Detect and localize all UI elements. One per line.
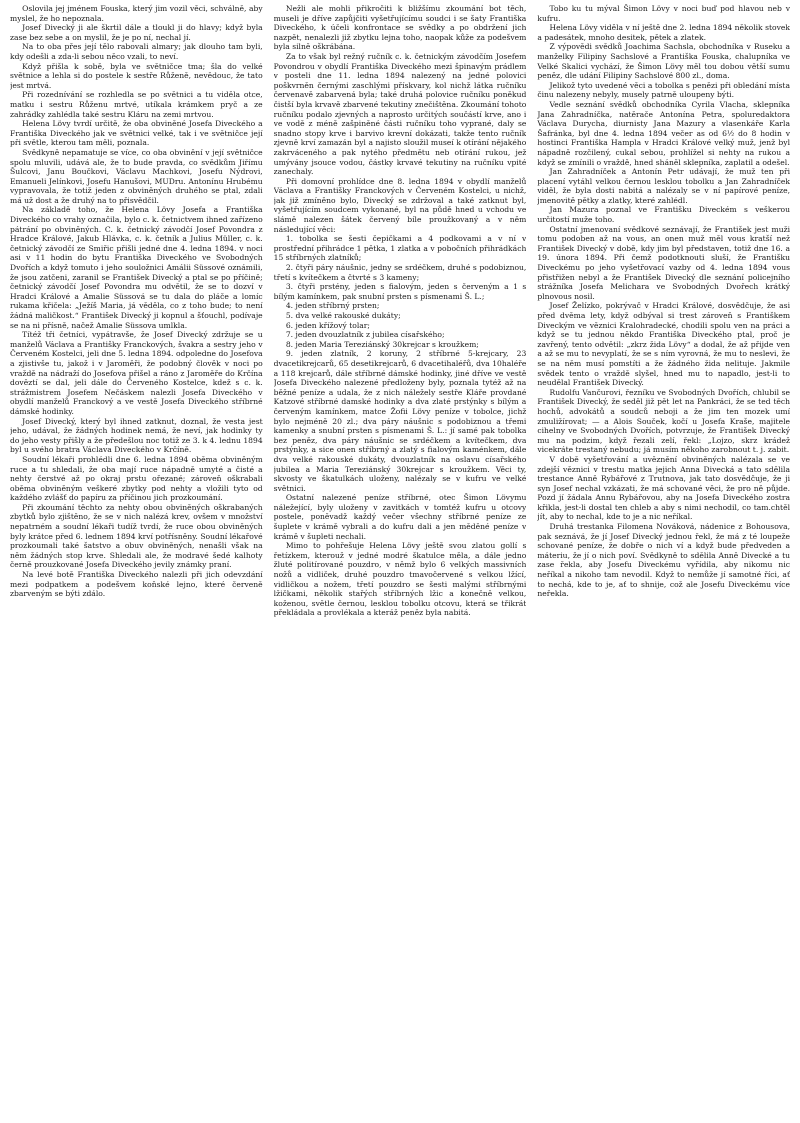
list-item: 6. jeden křížový tolar; bbox=[285, 320, 370, 330]
column-middle bbox=[274, 4, 527, 1120]
paragraph: Josef Želízko, pokrývač v Hradci Králové, dosvědčuje, že asi před dvěma lety, když odbýval si trest zároveň s Františkem Diveckým ve věznici Kralohradecké, chodili spolu ven na práci a když se tu jednou někdo Františka Diveckého ptal, proč je zavřený, tento odvětil: „zkrz žida Lövy“ a dodal, že až přijde ven a až se mu to nevyplatí, že se s ním vyrovná, že mu to neslevi, že se na něm musí pomstíti a že žádného žida nelituje. Jakmile svědek tento o vraždě slyšel, hned mu to napadlo, jest-li to neudělal František Divecký. bbox=[537, 301, 791, 388]
paragraph: Svědkyně nepamatuje se více, co oba obvinění v její světničce spolu mluvili, udává ale, že to bude pravda, co svědkům Jiřímu Šulcovi, Janu Boučkovi, Václavu Machkovi, Josefu Nýdrovi, Emanueli Jelínkovi, Josefu Hanušovi, MUDru. Antonínu Hrubému vypravovala, že totiž jeden z obviněných druhého se ptal, zdali má už dost a že druhý na to přisvědčil. bbox=[10, 147, 263, 205]
paragraph: Tobo ku tu mýval Šimon Lövy v noci buď pod hlavou neb v kufru. bbox=[537, 4, 791, 23]
list-item: 9. jeden zlatník, 2 koruny, 2 stříbrné 5-krejcary, 23 dvacetikrejcarů, 65 desetikrejcarů, 6 dvacetihaléřů, dva 10haléře a 118 krejcarů, dále stříbrné dámské hodinky, jiné dříve ve vestě Josefa Diveckého nalezené předloženy byly, poznala tytéž až na běžné peníze a udala, že z nich náležely sestře Kláře provdané Katzové stříbrné damské hodinky a dva zlaté prstýnky s bílým a červeným kamínkem, matce Žofii Lövy peníze v tobolce, jichž bylo nejméně 20 zl.; dva páry náušnic s podobiznou a třemi kamenky a snubní prsten s písmenami Š. L.: jí samé pak tobolka bez peněz, dva páry náušnic se srdéčkem a kvítečkem, dva prstýnky, a sice onen stříbrný a zlatý s fialovým kaménkem, dále dva velké rakouské dukáty, dvouzlatník na oslavu císařského jubilea a Maria Tereziánský 30krejcar s kroužkem. Věci ty, skvosty ve škatulkách uloženy, nalézaly se v kufru ve velké světnici. bbox=[273, 349, 527, 493]
list-item: 8. jeden Maria Tereziánský 30krejcar s kroužkem; bbox=[285, 339, 479, 349]
paragraph: Při domovní prohlídce dne 8. ledna 1894 v obydlí manželů Václava a Františky Franckových v Červeném Kostelci, u nichž, jak již zmíněno bylo, Divecký se zdržoval a také zatknut byl, vyšetřujícím soudcem vykonané, byl na půdě hned u vchodu ve slámě nalezen šátek červený bíle proužkovaný a v něm následující věci: bbox=[273, 176, 527, 234]
paragraph: Soudní lékaři prohlédli dne 6. ledna 1894 oběma obviněným ruce a tu shledali, že oba mají ruce nápadně umyté a čisté a nehty čerstvé až po okraj prstu ořezané; zároveň oškrabali oběma obviněným veškeré zbytky pod nehty a vložili tyto od každého zvlášť do papíru za příčinou jich prozkoumání. bbox=[10, 454, 263, 503]
list-item: 4. jeden stříbrný prsten; bbox=[285, 301, 380, 311]
paragraph: Při rozednívání se rozhledla se po světnici a tu viděla otce, matku i sestru Růženu mrtvé, utíkala krámkem pryč a ze zahrádky zahlédla také sestru Kláru na zemi mrtvou. bbox=[10, 90, 263, 119]
list-item: 1. tobolka se šesti čepičkami a 4 podkovami a v ní v prostřední přihrádce 1 pětka, 1 zlatka a v pobočních přihrádkách 15 stříbrných zlatníků; bbox=[273, 234, 527, 263]
paragraph: Ostatní nalezené peníze stříbrné, otec Šimon Lövymu náležející, byly uloženy v zavitkách v tomtéž kufru u otcovy postele, poněvadž každý večer všechny stříbrné peníze ze šuplete v krámě vybrali a do kufru dali a jen měděné peníze v krámě v šupleti nechali. bbox=[273, 493, 527, 541]
column-right bbox=[537, 4, 790, 1120]
list-item: 7. jeden dvouzlatník z jubilea císařského; bbox=[285, 330, 445, 340]
paragraph: Mimo to pohřešuje Helena Lövy ještě svou zlatou gollí s řetízkem, kterouž v jedné modré škatulce měla, a dále jedno žluté politírované pouzdro, v němž bylo 6 velkých massivních nožů a vidliček, druhé pouzdro tmavočervené s velkou lžící, vidličkou a nožem, třetí pouzdro se šesti malými stříbrnými lžičkami, několik stařých stříbrných lžic a konečně velkou, koženou, světle černou, lesklou tobolku otcovu, která se třikrát překládala a provlékala a kteráž peněz byla nabitá. bbox=[273, 541, 527, 618]
paragraph: Při zkoumání těchto za nehty obou obviněných oškrabaných zbytků bylo zjištěno, že se v nich nalézá krev, ovšem v množství nepatrném a soudní lékaři tudíž tvrdí, že ruce obou obviněných byly krátce před 6. lednem 1894 krví potřísněny. Soudní lékařové prozkoumali také šatstvo a obuv obviněných, nenašli však na něm žádných stop krve. Shledali ale, že modravé šedé kalhoty černě prouzkované Josefa Diveckého jevily známky praní. bbox=[10, 502, 263, 570]
list-item: 2. čtyři páry náušnic, jedny se srdéčkem, druhé s podobiznou, třetí s kvítečkem a čtvrté s 3 kameny; bbox=[273, 263, 527, 282]
paragraph: Když přišla k sobě, byla ve světničce tma; šla do velké světnice a lehla si do postele k sestře Růženě, nevědouc, že tato jest mrtvá. bbox=[10, 61, 263, 90]
paragraph: Títéž tři četníci, vypátravše, že Josef Divecký zdržuje se u manželů Václava a Františky Franckových, švakra a sestry jeho v Červeném Kostelci, jeli dne 5. ledna 1894. odpoledne do Josefova a zjistivše tu, jakož i v Jaroměři, že podobný člověk v noci po vraždě na nádraží do Josefova přišel a ráno z Jaroměře do Krčína dověztí se dal, jeli dále do Červeného Kostelce, kdež s c. k. strážmistrem Josefem Nečáskem nalezli Josefa Diveckého v obydlí manželů Franckový a ve vestě Josefa Diveckého stříbrné dámské hodinky. bbox=[10, 330, 263, 416]
paragraph: Vedle seznání svědků obchodníka Cyrila Vlacha, sklepníka Jana Zahradníčka, natěrače Antonína Petra, spoluredaktora Václava Durycha, diurnisty Jana Mazury a vlasenkáře Karla Šafránka, byl dne 4. ledna 1894 večer as od 6½ do 8 hodin v hostinci Františka Hampla v Hradci Králové velký muž, jenž byl nápadně rozčilený, cukal sebou, prohlížel si nehty na rukou a když se zmínili o vraždě, hned sháněl sklepníka, zaplatil a odešel. bbox=[537, 99, 791, 167]
paragraph: Na to oba přes její tělo rabovali almary; jak dlouho tam byli, kdy odešli a zda-li sebou něco vzali, to neví. bbox=[10, 42, 263, 61]
paragraph: Josef Divecký ji ale škrtil dále a tloukl ji do hlavy; když byla zase bez sebe a on myslil, že je po ní, nechal jí. bbox=[10, 23, 263, 42]
paragraph: Helena Lövy tvrdí určitě, že oba obviněné Josefa Diveckého a Františka Diveckého jak ve světnici velké, tak i ve světničce její při světle, kterou tam měli, poznala. bbox=[10, 119, 263, 148]
paragraph: Za to však byl režný ručník c. k. četnickým závodčím Josefem Povondrou v obydlí Františka Diveckého mezi špinavým prádlem v posteli dne 11. ledna 1894 nalezený na jedné polovici poškvrněn černými zaschlými přískvary, kol nichž látka ručníku červenavě zabarvená byla; také druhá polovice ručníku poněkud čistší byla krvavě zbarvené tekutiny znečištěna. Zkoumání tohoto ručníku podalo zjevných a naprosto určitých součástí krve, ano i ve vodě z méně zašpiněné části ručníku toho vyprané, daly se snadno stopy krve i barvivo krevní dokázati, takže tento ručník zjevně krví zamazán byl a najisto sloužil museí k otírání nějakého zakrváceného a pak nytého předmětu neb otírání rukou, jež umývány jsouce vodou, částky krvavé tekutiny na ručníku vpité zanechaly. bbox=[273, 51, 527, 177]
paragraph: Jelikož tyto uvedené věci a tobolka s penězi při obledání místa činu nalezeny nebyly, musely patrně uloupeny býti. bbox=[537, 80, 791, 100]
paragraph: Z výpovědi svědků Joachima Sachsla, obchodníka v Ruseku a manželky Filipiny Sachslové a Františka Fouska, chalupníka ve Velké Skalici vychází, že Šimon Lövy měl tou dobou větší sumu peněz, dle udání Filipiny Sachslové 800 zl., doma. bbox=[537, 42, 791, 81]
paragraph: Druhá trestanka Filomena Nováková, nádenice z Bohousova, pak seznává, že jí Josef Divecký jednou řekl, že má z té loupeže schované peníze, že dobře o nich ví a když bude předveden a máteriu, že jí o nich poví. Svědkyně to sdělila Anně Divecké a tu zase řekla, aby Josefu Diveckému vyřídila, aby nikomu nic neříkal a nikoho tam nevodil. Když to nemůže jí samotné říci, ať to nechá, kde to je, ať to shnije, což ale Josefu Diveckému více neřekla. bbox=[537, 522, 791, 599]
column-left bbox=[10, 4, 263, 1120]
paragraph: Na základě toho, že Helena Lövy Josefa a Františka Diveckého co vrahy označila, bylo c. k. četnictvem ihned zařízeno pátrání po obviněných. C. k. četnický závodčí Josef Povondra z Hradce Králové, Jakub Hlávka, c. k. četník a Julius Müller, c. k. četnický závodčí ze Smiřic přišli jedné dne 4. ledna 1894. v noci asi v 11 hodin do bytu Františka Diveckého ve Svobodných Dvořích a když tomuto i jeho souložnici Amálii Süssové oznámili, že jsou zatčeni, zaranil se František Divecký a ptal se po příčině; četnický závodčí Josef Povondra mu odvětil, že se to dozví v Hradci Králové a Amalie Süssová se tu dala do pláče a lomíc rukama křičela: „Ježíš Maria, já věděla, co z toho bude; to není žádná maličkost.“ František Divecký ji kopnul a šťouchl, podívaje se na ni přísně, načež Amalie Süssova umlkla. bbox=[10, 205, 263, 330]
list-item: 5. dva velké rakouské dukáty; bbox=[285, 311, 401, 320]
paragraph: Josef Divecký, který byl ihned zatknut, doznal, že vesta jest jeho, udával, že žádných hodinek nemá, že neví, jak hodinky ty do jeho vesty přišly a že předešlou noc totiž ze 3. k 4. lednu 1894 byl u svého bratra Václava Diveckého v Krčíně. bbox=[10, 416, 263, 455]
paragraph: Ostatní jmenovaní svědkové seznávají, že František jest muži tomu podoben až na vous, an onen muž měl vous kratší než František Divecký v době, kdy jim byl představen, totiž dne 16. a 19. února 1894. Při čemž podotknouti sluší, že Františku Diveckému po jeho vyšetřovací vazby od 4. ledna 1894 vous přistřižen nebyl a že František Divecký dle seznání policejního strážníka Josefa Melichara ve Svobodných Dvořech krátký plnovous nosil. bbox=[537, 224, 791, 301]
paragraph: Jan Zahradníček a Antonín Petr udávají, že muž ten při placení vytáhl velkou černou lesklou tobolku a Jan Zahradníček viděl, že byla dosti nabitá a nalézaly se v ní papírové peníze, jmenovitě pětky a zlatky, které zahlédl. bbox=[537, 167, 791, 205]
paragraph: Rudolfu Vančurovi, řezníku ve Svobodných Dvořích, chlubil se František Divecký, že seděl již pět let na Pankráci, že se ted těch hochů, advokátů a soudců neboji a že jim ten mozek umí zmuližírovat; — a Alois Souček, kočí u Josefa Kraše, majitele cihelny ve Svobodných Dvořích, potvrzuje, že František Divecký mu na podzim, když řezali zelí, řekl: „Lojzo, skrz krádež vicekráte trestaný nebudu; já musím někoho zarobnout t. j. zabit. bbox=[537, 387, 791, 455]
paragraph: Na levé botě Františka Diveckého nalezli při jich odevzdání mezi podpatkem a podešvem koňské lejno, které červeně zbarveným se býti zdálo. bbox=[10, 570, 263, 599]
paragraph: Nežli ale mohli přikročiti k bližšímu zkoumání bot těch, museli je dříve zapůjčiti vyšetřujícímu soudci i se šaty Františka Diveckého, k účeli konfrontace se svědky a po obdržení jich nazpět, nenalezli již zbytku lejna toho, naopak kůže za podešvem byla silně oškrábána. bbox=[273, 4, 527, 52]
paragraph: Oslovila jej jménem Fouska, který jim vozil věci, schválně, aby myslel, že ho nepoznala. bbox=[10, 4, 263, 23]
list-item: 3. čtyři prstény, jeden s fialovým, jeden s červeným a 1 s bílým kamínkem, pak snubní prsten s písmenami Š. L.; bbox=[273, 282, 527, 301]
paragraph: Jan Mazura poznal ve Františku Diveckém s veškerou určitostí muže toho. bbox=[537, 205, 791, 225]
paragraph: V době vyšetřování a uvěznění obviněných nalézala se ve zdejší věznici v trestu matka jejich Anna Divecká a tato sdělila trestance Anně Rybářové z Trutnova, jak tato dosvědčuje, že ji syn Josef nechal vzkázati, že má schované věci, že pro ně půjde. Pozd jí žádala Annu Rybářovou, aby na Josefa Diveckého zostra křikla, jest-li dostal ten chleb a aby s nimi nechodil, co tam.chtěl jít, aby to nechal, kde to je a nic neříkal. bbox=[537, 454, 791, 522]
paragraph: Helena Lövy viděla v ní ještě dne 2. ledna 1894 několik stovek a padesátek, mnoho desitek, pětek a zlatek. bbox=[537, 23, 791, 42]
